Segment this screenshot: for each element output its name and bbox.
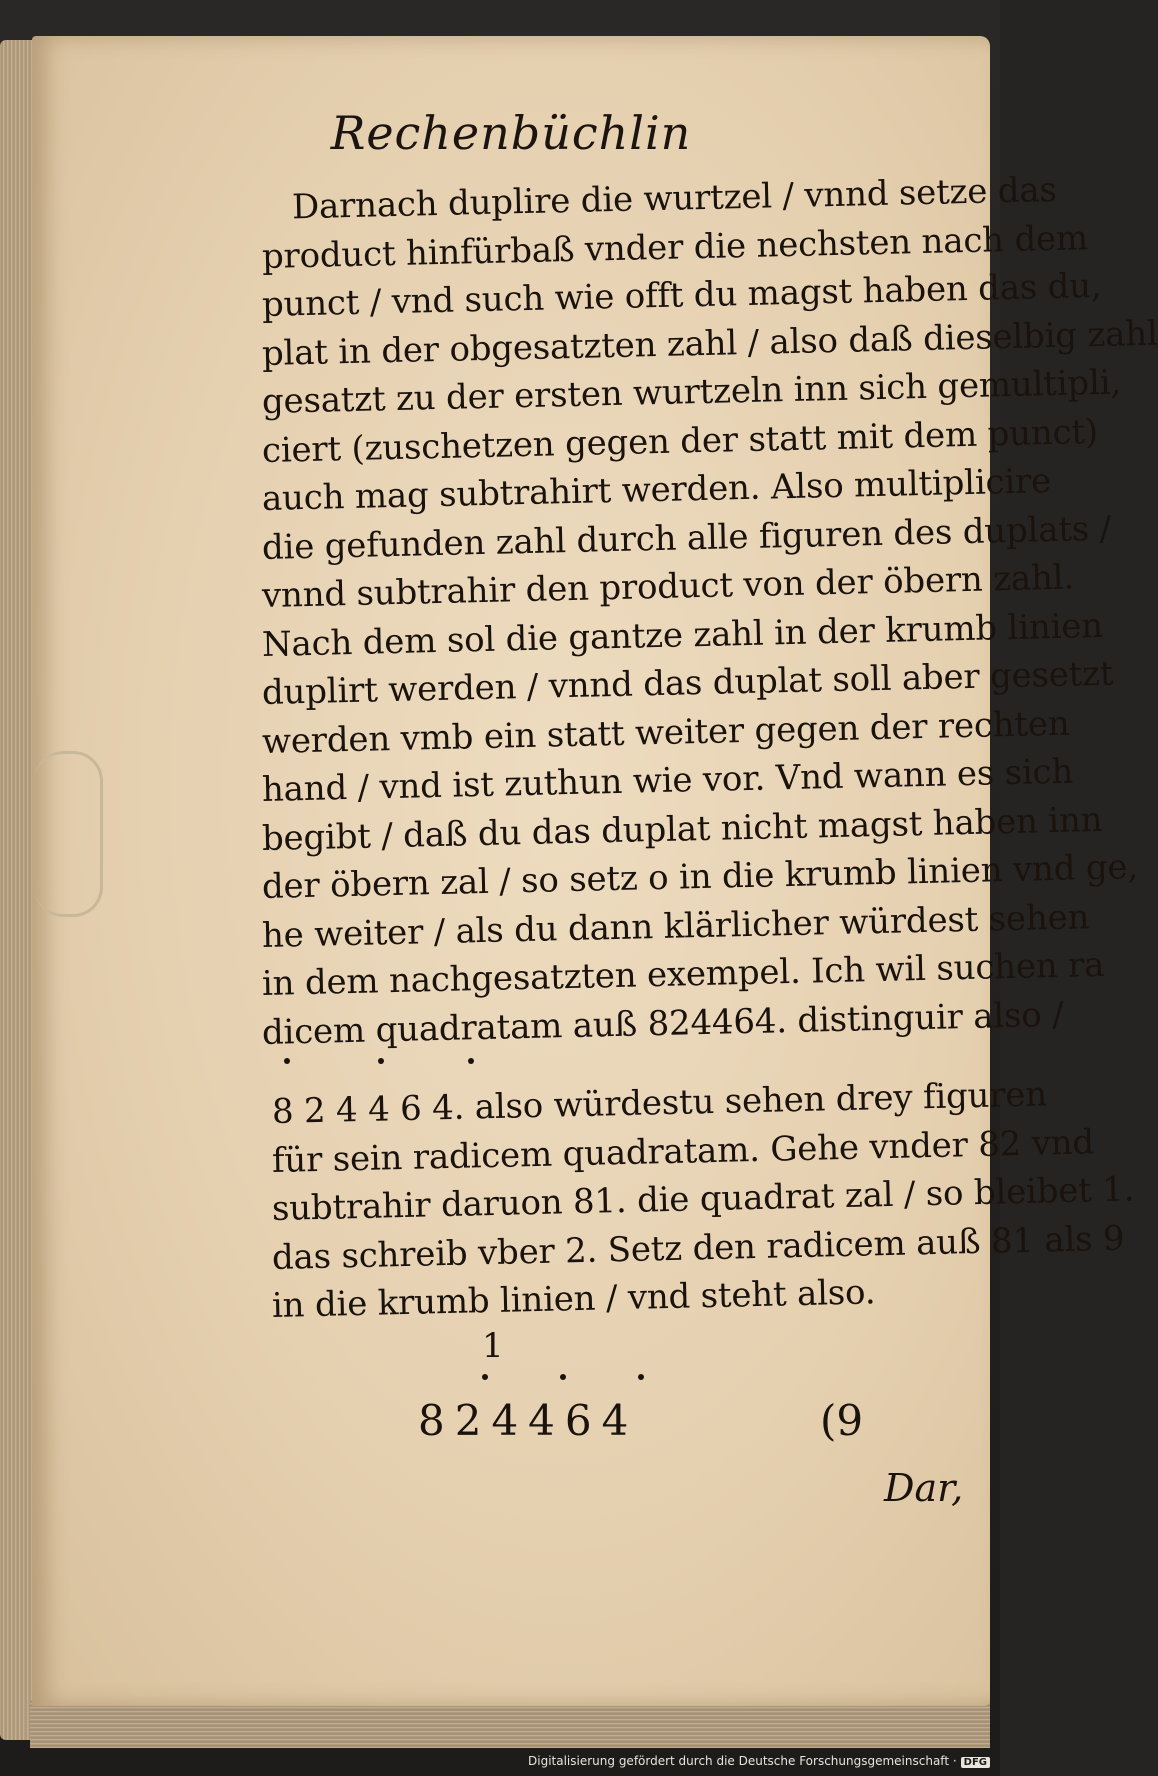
text-line: die gefunden zahl durch alle figuren des duplats / [261, 508, 1112, 568]
book-page [32, 36, 1158, 1706]
text-line: 8 2 4 4 6 4. also würdestu sehen drey figuren [271, 1074, 1048, 1132]
text-line: dicem quadratam auß 824464. distinguir also / [261, 994, 1064, 1053]
text-line: für sein radicem quadratam. Gehe vnder 82 vnd [271, 1121, 1095, 1181]
dfg-logo: DFG [961, 1757, 990, 1768]
text-line: in die krumb linien / vnd steht also. [271, 1272, 876, 1326]
example-root: (9 [820, 1396, 864, 1445]
text-line: Nach dem sol die gantze zahl in der krumb linien [261, 605, 1104, 665]
text-line: plat in der obgesatzten zahl / also daß dieselbig zahl [261, 313, 1158, 374]
text-line: punct / vnd such wie offt du magst haben das du, [261, 265, 1102, 325]
text-line: Darnach duplire die wurtzel / vnnd setze das [291, 169, 1058, 228]
example-dots [482, 1374, 682, 1386]
text-line: in dem nachgesatzten exempel. Ich wil suchen ra [261, 944, 1105, 1004]
example-number: 824464 [418, 1396, 639, 1445]
point-mark [482, 1374, 488, 1380]
digitization-credit [528, 1754, 990, 1768]
example-remainder: 1 [482, 1326, 504, 1366]
text-line: he weiter / als du dann klärlicher würdest sehen [261, 896, 1090, 956]
text-line: begibt / daß du das duplat nicht magst haben inn [261, 799, 1103, 859]
text-line: auch mag subtrahirt werden. Also multiplicire [261, 461, 1052, 519]
text-line: subtrahir daruon 81. die quadrat zal / so bleibet 1. [271, 1169, 1135, 1229]
text-line: ciert (zuschetzen gegen der statt mit dem punct) [261, 411, 1099, 471]
credit-text: Digitalisierung gefördert durch die Deutsche Forschungsgemeinschaft · [528, 1754, 957, 1768]
text-line: der öbern zal / so setz o in die krumb linien vnd ge, [261, 847, 1139, 907]
point-mark [638, 1374, 644, 1380]
text-line: gesatzt zu der ersten wurtzeln inn sich gemultipli, [261, 362, 1122, 422]
text-line: werden vmb ein statt weiter gegen der rechten [261, 703, 1070, 762]
running-head: Rechenbüchlin [330, 106, 692, 160]
text-line: duplirt werden / vnnd das duplat soll aber gesetzt [261, 653, 1114, 713]
text-line: product hinfürbaß vnder die nechsten nach dem [261, 217, 1089, 277]
worked-example [32, 36, 1158, 1706]
text-line: das schreib vber 2. Setz den radicem auß 81 als 9 [271, 1218, 1125, 1278]
page-stack [30, 1700, 990, 1748]
text-line: hand / vnd ist zuthun wie vor. Vnd wann es sich [261, 751, 1074, 810]
catchword: Dar, [884, 1466, 964, 1510]
text-line: vnnd subtrahir den product von der öbern zahl. [261, 557, 1075, 616]
point-mark [560, 1374, 566, 1380]
